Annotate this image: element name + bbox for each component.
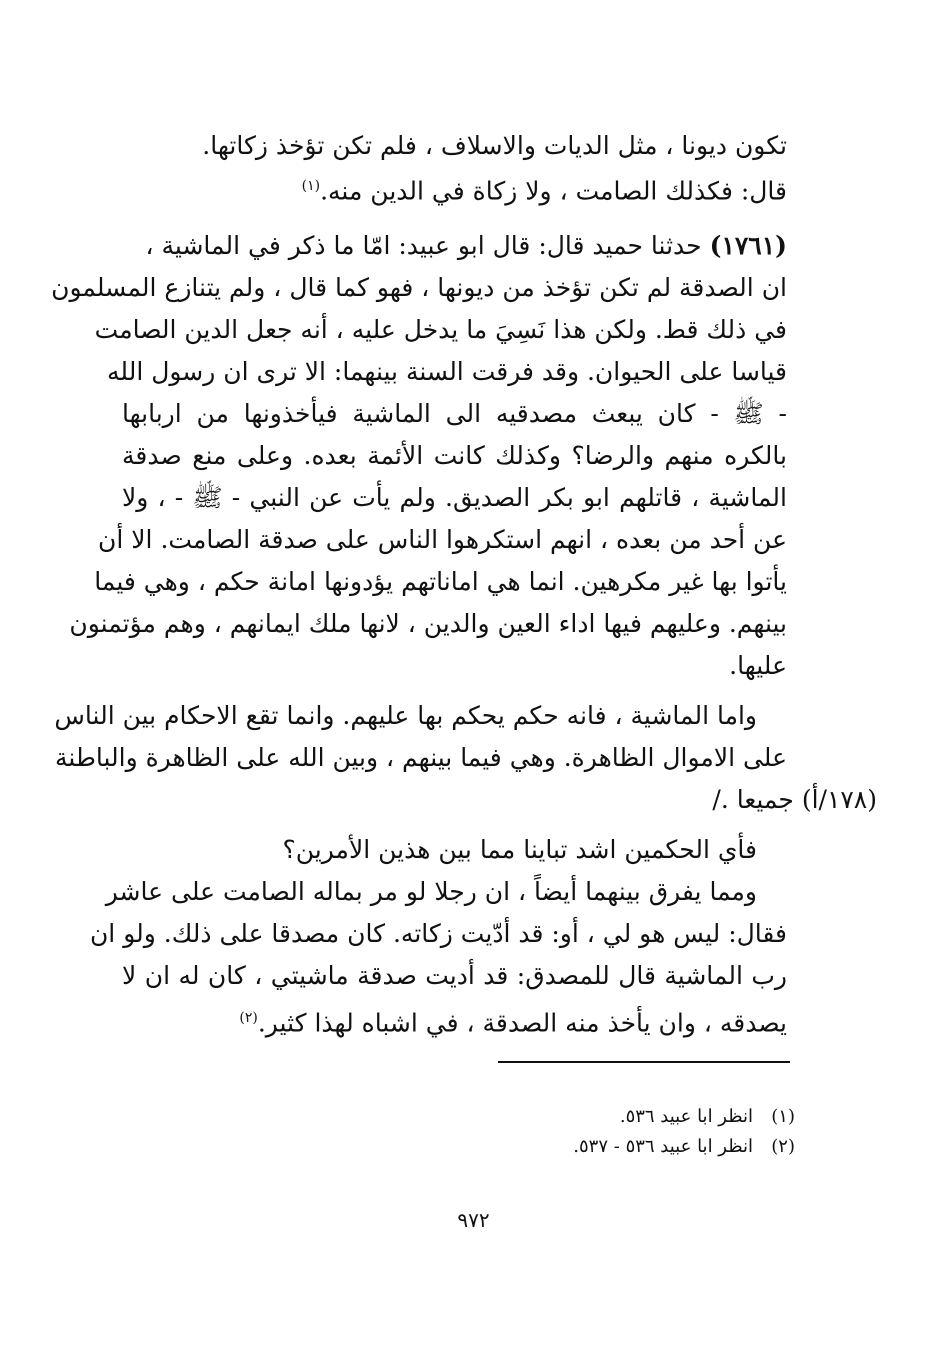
text-line: ان الصدقة لم تكن تؤخذ من ديونها ، فهو كما قال ، ولم يتنازع المسلمون — [51, 273, 787, 302]
text-line: - ﷺ - كان يبعث مصدقيه الى الماشية فيأخذونها من اربابها — [122, 399, 787, 428]
footnote-text: انظر ابا عبيد ٥٣٦. — [619, 1106, 753, 1127]
text-segment: قال: فكذلك الصامت ، ولا زكاة في الدين منه. — [320, 176, 787, 206]
text-line: (١٧٨/أ) جميعا ./ — [712, 785, 877, 814]
text-line: ومما يفرق بينهما أيضاً ، ان رجلا لو مر بماله الصامت على عاشر — [105, 877, 757, 906]
text-line: على الاموال الظاهرة. وهي فيما بينهم ، وبين الله على الظاهرة والباطنة — [55, 743, 787, 772]
text-line: يأتوا بها غير مكرهين. انما هي اماناتهم يؤدونها امانة حكم ، وهي فيما — [94, 567, 787, 596]
text-line: فأي الحكمين اشد تباينا مما بين هذين الأمرين؟ — [282, 835, 757, 864]
footnote — [573, 1134, 795, 1160]
text-line: في ذلك قط. ولكن هذا نَسِيَ ما يدخل عليه ، أنه جعل الدين الصامت — [94, 315, 787, 344]
footnote-ref: (١) — [301, 178, 321, 194]
footnote-number: (٢) — [771, 1136, 795, 1157]
text-line — [146, 226, 787, 266]
text-line — [302, 166, 787, 206]
text-line: عليها. — [729, 651, 787, 680]
text-line: بينهم. وعليهم فيها اداء العين والدين ، لانها ملك ايمانهم ، وهم مؤتمنون — [69, 609, 787, 638]
hadith-number: (١٧٦١) — [709, 231, 787, 260]
footnote-text: انظر ابا عبيد ٥٣٦ - ٥٣٧. — [573, 1136, 753, 1157]
footnote-separator — [498, 1061, 790, 1063]
text-line: واما الماشية ، فانه حكم يحكم بها عليهم. وانما تقع الاحكام بين الناس — [54, 701, 757, 730]
text-line: الماشية ، قاتلهم ابو بكر الصديق. ولم يأت عن النبي - ﷺ - ، ولا — [122, 483, 787, 512]
text-line: عن أحد من بعده ، انهم استكرهوا الناس على صدقة الصامت. الا أن — [98, 525, 787, 554]
text-line: قياسا على الحيوان. وقد فرقت السنة بينهما: الا ترى ان رسول الله — [107, 357, 787, 386]
footnote — [620, 1104, 795, 1130]
footnote-number: (١) — [771, 1106, 795, 1127]
text-segment: يصدقه ، وان يأخذ منه الصدقة ، في اشباه لهذا كثير. — [257, 1008, 787, 1038]
text-line — [239, 998, 787, 1038]
footnote-ref: (٢) — [239, 1010, 258, 1026]
text-line: رب الماشية قال للمصدق: قد أديت صدقة ماشيتي ، كان له ان لا — [122, 961, 787, 990]
text-segment: حدثنا حميد قال: قال ابو عبيد: امّا ما ذكر في الماشية ، — [145, 231, 702, 260]
text-line: فقال: ليس هو لي ، أو: قد أدّيت زكاته. كان مصدقا على ذلك. ولو ان — [89, 919, 787, 948]
page-number: ٩٧٢ — [457, 1208, 490, 1232]
text-line: بالكره منهم والرضا؟ وكذلك كانت الأئمة بعده. وعلى منع صدقة — [122, 441, 787, 470]
text-line: تكون ديونا ، مثل الديات والاسلاف ، فلم تكن تؤخذ زكاتها. — [202, 131, 787, 160]
